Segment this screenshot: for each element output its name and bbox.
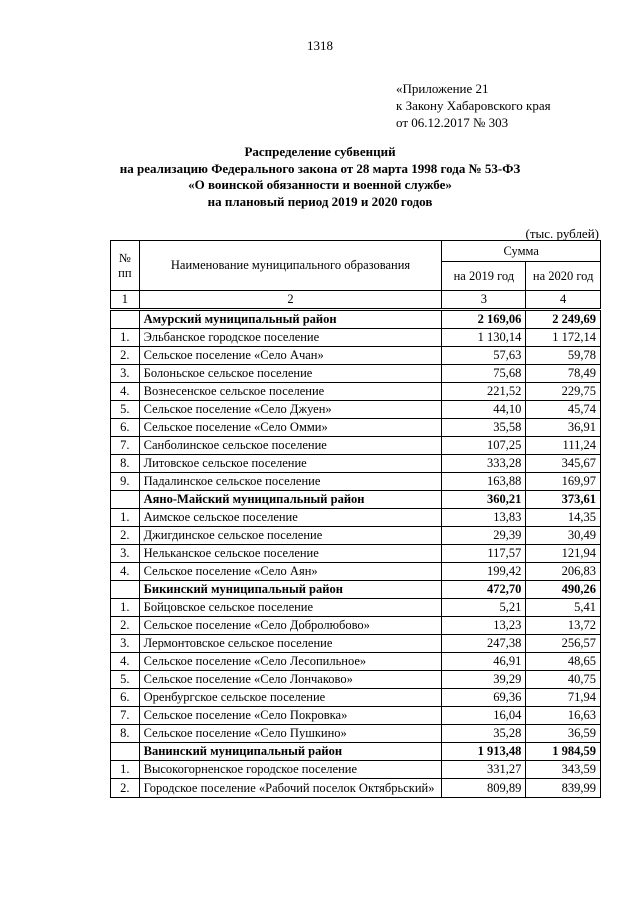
appendix-line-3: от 06.12.2017 № 303	[396, 115, 509, 130]
table-row	[111, 365, 601, 383]
value-2019: 1 130,14	[442, 329, 526, 347]
value-2020: 256,57	[526, 635, 601, 653]
table-row	[111, 599, 601, 617]
value-2019: 39,29	[442, 671, 526, 689]
column-number: 4	[526, 291, 601, 310]
municipality-name: Санболинское сельское поселение	[139, 437, 442, 455]
value-2020: 839,99	[526, 779, 601, 798]
value-2019: 809,89	[442, 779, 526, 798]
table-row	[111, 563, 601, 581]
district-name: Бикинский муниципальный район	[139, 581, 442, 599]
table-row	[111, 527, 601, 545]
table-row	[111, 671, 601, 689]
column-number-row	[111, 291, 601, 310]
row-number: 5.	[111, 671, 140, 689]
municipality-name: Сельское поселение «Село Омми»	[139, 419, 442, 437]
district-row	[111, 581, 601, 599]
value-2019: 35,58	[442, 419, 526, 437]
table-row	[111, 347, 601, 365]
value-2020: 40,75	[526, 671, 601, 689]
row-number: 6.	[111, 419, 140, 437]
column-number: 2	[139, 291, 442, 310]
district-index	[111, 581, 140, 599]
value-2020: 36,59	[526, 725, 601, 743]
value-2019: 16,04	[442, 707, 526, 725]
table-header-row	[111, 241, 601, 262]
header-number-pp: пп	[118, 265, 132, 280]
title-line-3: «О воинской обязанности и военной службе»	[188, 177, 452, 192]
value-2020: 206,83	[526, 563, 601, 581]
header-name: Наименование муниципального образования	[139, 241, 442, 291]
appendix-note	[396, 80, 551, 131]
header-number-sign: №	[118, 250, 131, 265]
municipality-name: Джигдинское сельское поселение	[139, 527, 442, 545]
header-year-2020: на 2020 год	[526, 262, 601, 291]
district-name: Амурский муниципальный район	[139, 310, 442, 329]
district-name: Аяно-Майский муниципальный район	[139, 491, 442, 509]
municipality-name: Сельское поселение «Село Ачан»	[139, 347, 442, 365]
table-row	[111, 725, 601, 743]
value-2019: 29,39	[442, 527, 526, 545]
municipality-name: Оренбургское сельское поселение	[139, 689, 442, 707]
municipality-name: Высокогорненское городское поселение	[139, 761, 442, 779]
value-2020: 45,74	[526, 401, 601, 419]
row-number: 7.	[111, 707, 140, 725]
appendix-line-1: «Приложение 21	[396, 81, 489, 96]
value-2020: 5,41	[526, 599, 601, 617]
municipality-name: Нельканское сельское поселение	[139, 545, 442, 563]
value-2019: 69,36	[442, 689, 526, 707]
district-index	[111, 491, 140, 509]
district-value-2019: 360,21	[442, 491, 526, 509]
header-sum: Сумма	[442, 241, 601, 262]
municipality-name: Городское поселение «Рабочий поселок Октябрьский»	[139, 779, 442, 798]
row-number: 1.	[111, 509, 140, 527]
value-2019: 5,21	[442, 599, 526, 617]
row-number: 3.	[111, 545, 140, 563]
municipality-name: Бойцовское сельское поселение	[139, 599, 442, 617]
municipality-name: Сельское поселение «Село Пушкино»	[139, 725, 442, 743]
district-value-2019: 472,70	[442, 581, 526, 599]
value-2019: 333,28	[442, 455, 526, 473]
row-number: 4.	[111, 653, 140, 671]
value-2020: 71,94	[526, 689, 601, 707]
municipality-name: Эльбанское городское поселение	[139, 329, 442, 347]
value-2019: 13,83	[442, 509, 526, 527]
district-row	[111, 310, 601, 329]
table-row	[111, 419, 601, 437]
value-2020: 229,75	[526, 383, 601, 401]
row-number: 7.	[111, 437, 140, 455]
municipality-name: Сельское поселение «Село Джуен»	[139, 401, 442, 419]
units-label: (тыс. рублей)	[525, 226, 599, 241]
row-number: 5.	[111, 401, 140, 419]
value-2019: 221,52	[442, 383, 526, 401]
row-number: 2.	[111, 617, 140, 635]
table-row	[111, 617, 601, 635]
subsidy-table	[110, 240, 601, 798]
value-2020: 30,49	[526, 527, 601, 545]
municipality-name: Сельское поселение «Село Добролюбово»	[139, 617, 442, 635]
column-number: 3	[442, 291, 526, 310]
table-row	[111, 653, 601, 671]
district-value-2019: 1 913,48	[442, 743, 526, 761]
table-row	[111, 509, 601, 527]
value-2019: 331,27	[442, 761, 526, 779]
row-number: 3.	[111, 365, 140, 383]
district-value-2020: 373,61	[526, 491, 601, 509]
row-number: 4.	[111, 563, 140, 581]
municipality-name: Болоньское сельское поселение	[139, 365, 442, 383]
table-row	[111, 401, 601, 419]
row-number: 3.	[111, 635, 140, 653]
value-2020: 111,24	[526, 437, 601, 455]
value-2019: 107,25	[442, 437, 526, 455]
table-body	[111, 241, 601, 798]
value-2020: 345,67	[526, 455, 601, 473]
page-number: 1318	[307, 38, 333, 53]
document-title	[0, 144, 640, 210]
table-row	[111, 437, 601, 455]
table-row	[111, 689, 601, 707]
table-row	[111, 545, 601, 563]
value-2020: 36,91	[526, 419, 601, 437]
row-number: 2.	[111, 779, 140, 798]
table-row	[111, 761, 601, 779]
municipality-name: Сельское поселение «Село Покровка»	[139, 707, 442, 725]
municipality-name: Сельское поселение «Село Лончаково»	[139, 671, 442, 689]
value-2020: 78,49	[526, 365, 601, 383]
title-line-2: на реализацию Федерального закона от 28 марта 1998 года № 53-ФЗ	[119, 160, 521, 176]
title-line-1: Распределение субвенций	[244, 144, 396, 159]
district-row	[111, 743, 601, 761]
row-number: 8.	[111, 725, 140, 743]
value-2019: 44,10	[442, 401, 526, 419]
district-value-2020: 2 249,69	[526, 310, 601, 329]
row-number: 1.	[111, 599, 140, 617]
value-2019: 247,38	[442, 635, 526, 653]
value-2020: 169,97	[526, 473, 601, 491]
table-row	[111, 383, 601, 401]
district-index	[111, 743, 140, 761]
value-2019: 13,23	[442, 617, 526, 635]
table-row	[111, 329, 601, 347]
municipality-name: Аимское сельское поселение	[139, 509, 442, 527]
value-2019: 75,68	[442, 365, 526, 383]
municipality-name: Сельское поселение «Село Аян»	[139, 563, 442, 581]
district-row	[111, 491, 601, 509]
table-row	[111, 455, 601, 473]
value-2020: 14,35	[526, 509, 601, 527]
district-name: Ванинский муниципальный район	[139, 743, 442, 761]
municipality-name: Литовское сельское поселение	[139, 455, 442, 473]
value-2019: 163,88	[442, 473, 526, 491]
header-year-2019: на 2019 год	[442, 262, 526, 291]
value-2020: 16,63	[526, 707, 601, 725]
district-index	[111, 310, 140, 329]
row-number: 2.	[111, 527, 140, 545]
row-number: 8.	[111, 455, 140, 473]
row-number: 9.	[111, 473, 140, 491]
value-2019: 57,63	[442, 347, 526, 365]
district-value-2019: 2 169,06	[442, 310, 526, 329]
value-2020: 48,65	[526, 653, 601, 671]
column-number: 1	[111, 291, 140, 310]
value-2019: 35,28	[442, 725, 526, 743]
row-number: 4.	[111, 383, 140, 401]
district-value-2020: 1 984,59	[526, 743, 601, 761]
value-2020: 121,94	[526, 545, 601, 563]
value-2020: 59,78	[526, 347, 601, 365]
row-number: 6.	[111, 689, 140, 707]
table-row	[111, 779, 601, 798]
table-row	[111, 635, 601, 653]
municipality-name: Вознесенское сельское поселение	[139, 383, 442, 401]
appendix-line-2: к Закону Хабаровского края	[396, 98, 551, 113]
municipality-name: Сельское поселение «Село Лесопильное»	[139, 653, 442, 671]
municipality-name: Падалинское сельское поселение	[139, 473, 442, 491]
value-2020: 1 172,14	[526, 329, 601, 347]
table-row	[111, 473, 601, 491]
row-number: 1.	[111, 761, 140, 779]
district-value-2020: 490,26	[526, 581, 601, 599]
value-2019: 117,57	[442, 545, 526, 563]
row-number: 2.	[111, 347, 140, 365]
value-2020: 13,72	[526, 617, 601, 635]
row-number: 1.	[111, 329, 140, 347]
municipality-name: Лермонтовское сельское поселение	[139, 635, 442, 653]
value-2019: 199,42	[442, 563, 526, 581]
title-line-4: на плановый период 2019 и 2020 годов	[207, 193, 433, 209]
header-number	[111, 241, 140, 291]
value-2019: 46,91	[442, 653, 526, 671]
value-2020: 343,59	[526, 761, 601, 779]
table-row	[111, 707, 601, 725]
